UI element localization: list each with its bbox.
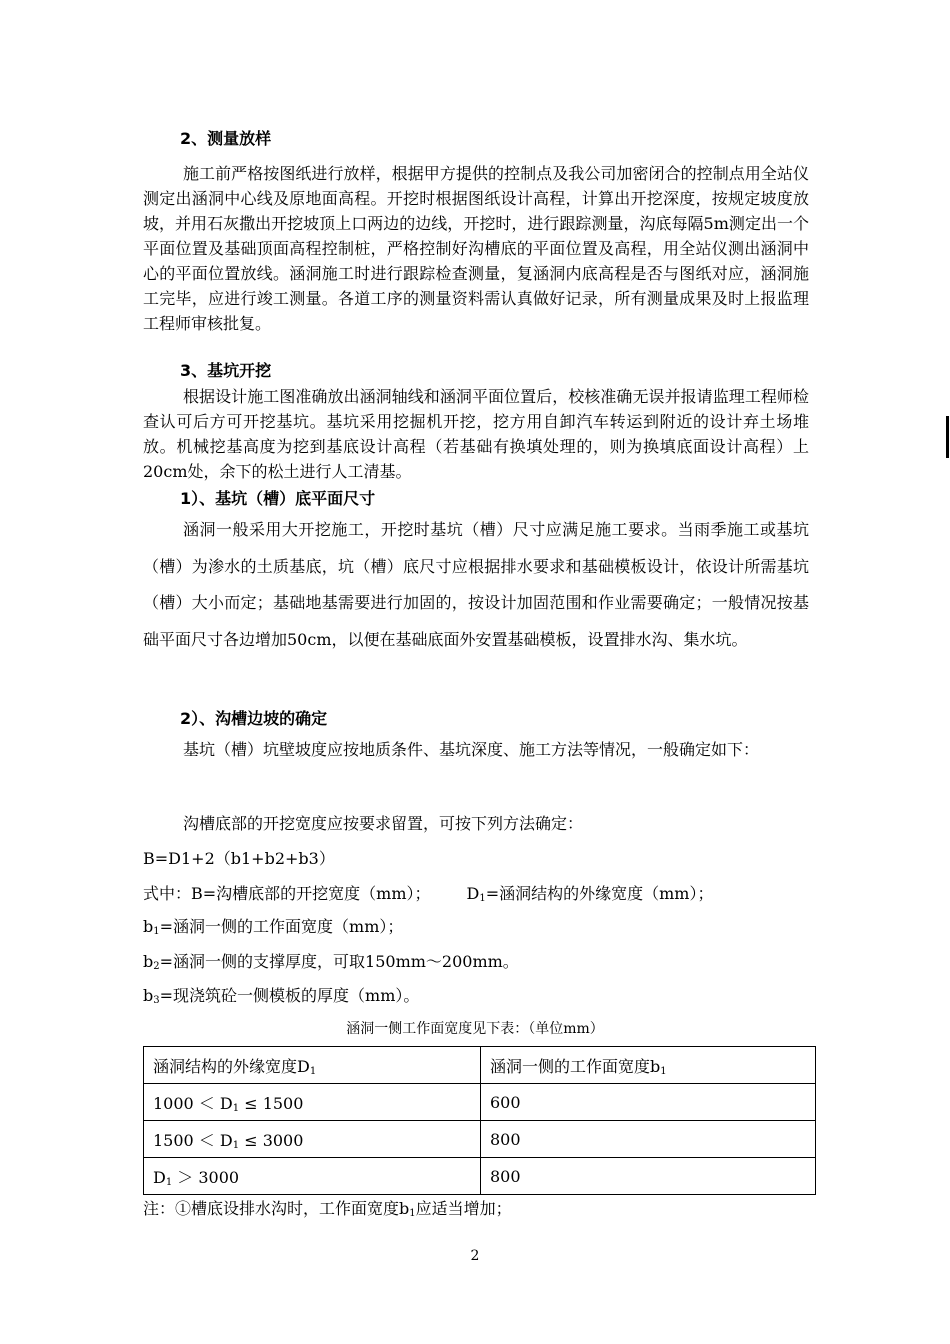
definition-b3-symbol: b — [143, 986, 154, 1005]
subsection-title-slope: 2）、沟槽边坡的确定 — [180, 709, 328, 728]
table-note — [143, 1196, 512, 1219]
header-right-text: 涵洞一侧的工作面宽度b — [490, 1056, 661, 1076]
range-subscript: 1 — [232, 1139, 240, 1151]
section-title-measurement: 2、测量放样 — [180, 129, 272, 148]
definition-b2-symbol: b — [143, 952, 154, 971]
range-subscript: 1 — [165, 1176, 173, 1188]
range-prefix: D — [153, 1167, 166, 1187]
width-intro: 沟槽底部的开挖宽度应按要求留置，可按下列方法确定： — [183, 814, 584, 833]
definition-b1 — [143, 914, 403, 937]
range-prefix: 1000 ＜ D — [153, 1093, 233, 1113]
definition-d1-symbol: D — [466, 884, 480, 903]
table-cell-value: 600 — [481, 1084, 816, 1121]
definition-b1-symbol: b — [143, 917, 154, 936]
table-caption: 涵洞一侧工作面宽度见下表：（单位mm） — [346, 1021, 604, 1037]
table-cell-value: 800 — [481, 1121, 816, 1158]
page-number: 2 — [470, 1248, 480, 1264]
subsection-title-pit-size: 1）、基坑（槽）底平面尺寸 — [180, 489, 376, 508]
header-right-subscript: 1 — [660, 1065, 667, 1077]
table-cell-value: 800 — [481, 1158, 816, 1195]
definition-b3-text: =现浇筑砼一侧模板的厚度（mm）。 — [159, 986, 420, 1005]
definition-b2-text: =涵洞一侧的支撑厚度，可取150mm～200mm。 — [159, 952, 519, 971]
note-prefix: 注：①槽底设排水沟时，工作面宽度b — [143, 1199, 410, 1218]
table-header-left — [144, 1047, 481, 1084]
definition-b1-subscript: 1 — [153, 926, 160, 937]
definition-d1-text: =涵洞结构的外缘宽度（mm）； — [485, 884, 714, 903]
paragraph-measurement: 施工前严格按图纸进行放样，根据甲方提供的控制点及我公司加密闭合的控制点用全站仪测定出涵洞中心线及原地面高程。开挖时根据图纸设计高程，计算出开挖深度，按规定坡度放坡，并用石灰撒出开挖坡顶上口两边的边线，开挖时，进行跟踪测量，沟底每隔5m测定出一个平面位置及基础顶面高程控制桩，严格控制好沟槽底的平面位置及高程，用全站仪测出涵洞中心的平面位置放线。涵洞施工时进行跟踪检查测量，复涵洞内底高程是否与图纸对应，涵洞施工完毕，应进行竣工测量。各道工序的测量资料需认真做好记录，所有测量成果及时上报监理工程师审核批复。 — [143, 164, 809, 333]
table-header-right — [481, 1047, 816, 1084]
range-suffix: ＞ 3000 — [172, 1167, 240, 1187]
section-title-pit-excavation: 3、基坑开挖 — [180, 361, 272, 380]
definition-b3-subscript: 3 — [153, 995, 160, 1006]
definition-b2-subscript: 2 — [153, 961, 160, 972]
range-suffix: ≤ 3000 — [239, 1130, 304, 1150]
formula: B=D1+2（b1+b2+b3） — [143, 849, 335, 868]
paragraph-pit-excavation: 根据设计施工图准确放出涵洞轴线和涵洞平面位置后，校核准确无误并报请监理工程师检查认可后方可开挖基坑。基坑采用挖掘机开挖，挖方用自卸汽车转运到附近的设计弃土场堆放。机械挖基高度为挖到基底设计高程（若基础有换填处理的，则为换填底面设计高程）上20cm处，余下的松土进行人工清基。 — [143, 387, 809, 481]
table-cell-range — [144, 1121, 481, 1158]
table-row — [144, 1084, 816, 1121]
definition-b2 — [143, 949, 519, 972]
definition-b3 — [143, 983, 419, 1006]
work-width-table — [143, 1046, 816, 1195]
definition-b-text: 式中：B=沟槽底部的开挖宽度（mm）； — [143, 884, 431, 903]
paragraph-slope: 基坑（槽）坑壁坡度应按地质条件、基坑深度、施工方法等情况，一般确定如下： — [183, 740, 760, 759]
definition-b — [143, 881, 713, 904]
note-suffix: 应适当增加； — [415, 1199, 512, 1218]
table-row — [144, 1121, 816, 1158]
header-left-subscript: 1 — [309, 1065, 317, 1077]
range-suffix: ≤ 1500 — [239, 1093, 304, 1113]
header-left-text: 涵洞结构的外缘宽度D — [153, 1056, 310, 1076]
range-subscript: 1 — [232, 1102, 240, 1114]
table-row — [144, 1158, 816, 1195]
page-edge-mark — [946, 416, 949, 458]
table-cell-range — [144, 1158, 481, 1195]
paragraph-pit-size: 涵洞一般采用大开挖施工，开挖时基坑（槽）尺寸应满足施工要求。当雨季施工或基坑（槽）为渗水的土质基底，坑（槽）底尺寸应根据排水要求和基础模板设计，依设计所需基坑（槽）大小而定；基础地基需要进行加固的，按设计加固范围和作业需要确定；一般情况按基础平面尺寸各边增加50cm，以便在基础底面外安置基础模板，设置排水沟、集水坑。 — [143, 520, 809, 649]
table-header-row — [144, 1047, 816, 1084]
range-prefix: 1500 ＜ D — [153, 1130, 233, 1150]
note-subscript: 1 — [409, 1208, 416, 1219]
definition-d1-subscript: 1 — [479, 893, 486, 904]
definition-b1-text: =涵洞一侧的工作面宽度（mm）； — [159, 917, 404, 936]
table-cell-range — [144, 1084, 481, 1121]
